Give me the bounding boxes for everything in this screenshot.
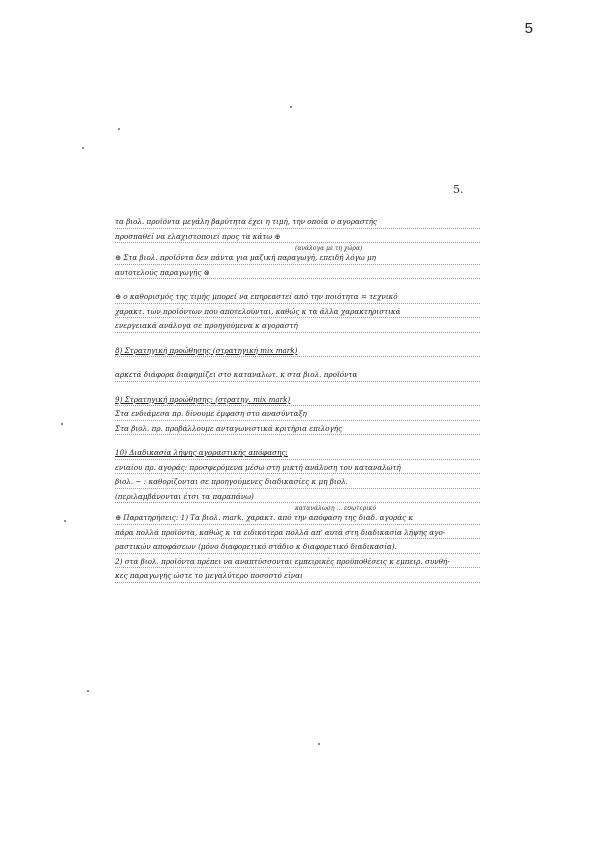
text-line: 2) στα βιολ. προϊόντα πρέπει να αναπτύσσονται εμπειρικές προϋποθέσεις κ εμπειρ. συνθή- <box>115 556 480 569</box>
text-line: κες παραγωγής ώστε το μεγαλύτερο ποσοστό είναι <box>115 570 480 583</box>
text-line: Στα ενδιάμεσα πρ. δίνουμε έμφαση στο ανασύνταξη <box>115 408 480 421</box>
speck <box>290 106 292 108</box>
text-line: βιολ. ~ : καθορίζονται σε προηγούμενες διαδικασίες κ μη βιολ. <box>115 476 480 489</box>
handwritten-notes <box>115 216 480 585</box>
section-heading: 8) Στρατηγική προώθησης (στρατηγική mix mark) <box>115 345 480 358</box>
speck <box>87 690 89 692</box>
text-line: αυτοτελούς παραγωγής ⊗ <box>115 267 480 280</box>
text-line: χαρακτ. των προϊόντων που αποτελούνται, καθώς κ τα άλλα χαρακτηριστικά <box>115 306 480 319</box>
text-line: ραστικών αποφάσεων (μόνο διαφορετικό στάδιο κ διαφορετικό διαδικασία). <box>115 541 480 554</box>
text-line: τα βιολ. προϊόντα μεγάλη βαρύτητα έχει η τιμή, την οποία ο αγοραστής <box>115 216 480 229</box>
speck <box>64 520 66 522</box>
margin-note: κατανάλωση ... εσωτερικό <box>295 505 377 512</box>
margin-note: (ανάλογα με τη χώρα) <box>295 245 363 252</box>
section-heading: 10) Διαδικασία λήψης αγοραστικής απόφασης: <box>115 447 480 460</box>
speck <box>318 743 320 745</box>
text-line: Στα βιολ. πρ. προβάλλουμε ανταγωνιστικά κριτήρια επιλογής <box>115 423 480 436</box>
speck <box>61 423 63 425</box>
section-heading: 9) Στρατηγική προώθησης: (στρατηγ. mix mark) <box>115 394 480 407</box>
speck <box>118 128 120 130</box>
text-line: πάρα πολλά προϊόντα, καθώς κ τα ειδικότερα πολλά απ' αυτά στη διαδικασία λήψης αγο- <box>115 527 480 540</box>
text-line: ⊕ ο καθορισμός της τιμής μπορεί να επηρεαστεί από την ποιότητα = τεχνικό <box>115 291 480 304</box>
speck <box>82 147 84 149</box>
text-line: ενιαίου πρ. αγοράς: προσφερόμενα μέσω στη μικτή ανάλυση του καταναλωτή <box>115 462 480 475</box>
text-line: αρκετά διάφορα διαφημίζει στο καταναλωτ. κ στα βιολ. προϊόντα <box>115 369 480 382</box>
text-line: (περιλαμβάνονται έτσι τα παραπάνω) <box>115 491 480 504</box>
text-line: ⊕ Παρατηρήσεις: 1) Τα βιολ. mark. χαρακτ. από την απόφαση της διαδ. αγοράς κ <box>115 512 480 525</box>
page-number: 5 <box>524 20 533 37</box>
text-line: προσπαθεί να ελαχιστοποιεί προς τα κάτω ⊕ <box>115 231 480 244</box>
text-line: ενεργειακά ανάλογα σε προηγούμενα κ αγοραστή <box>115 320 480 333</box>
text-line: ⊕ Στα βιολ. προϊόντα δεν πάντα για μαζική παραγωγή, επειδή λόγω μη <box>115 252 480 265</box>
handwritten-page-number: 5. <box>453 183 464 196</box>
